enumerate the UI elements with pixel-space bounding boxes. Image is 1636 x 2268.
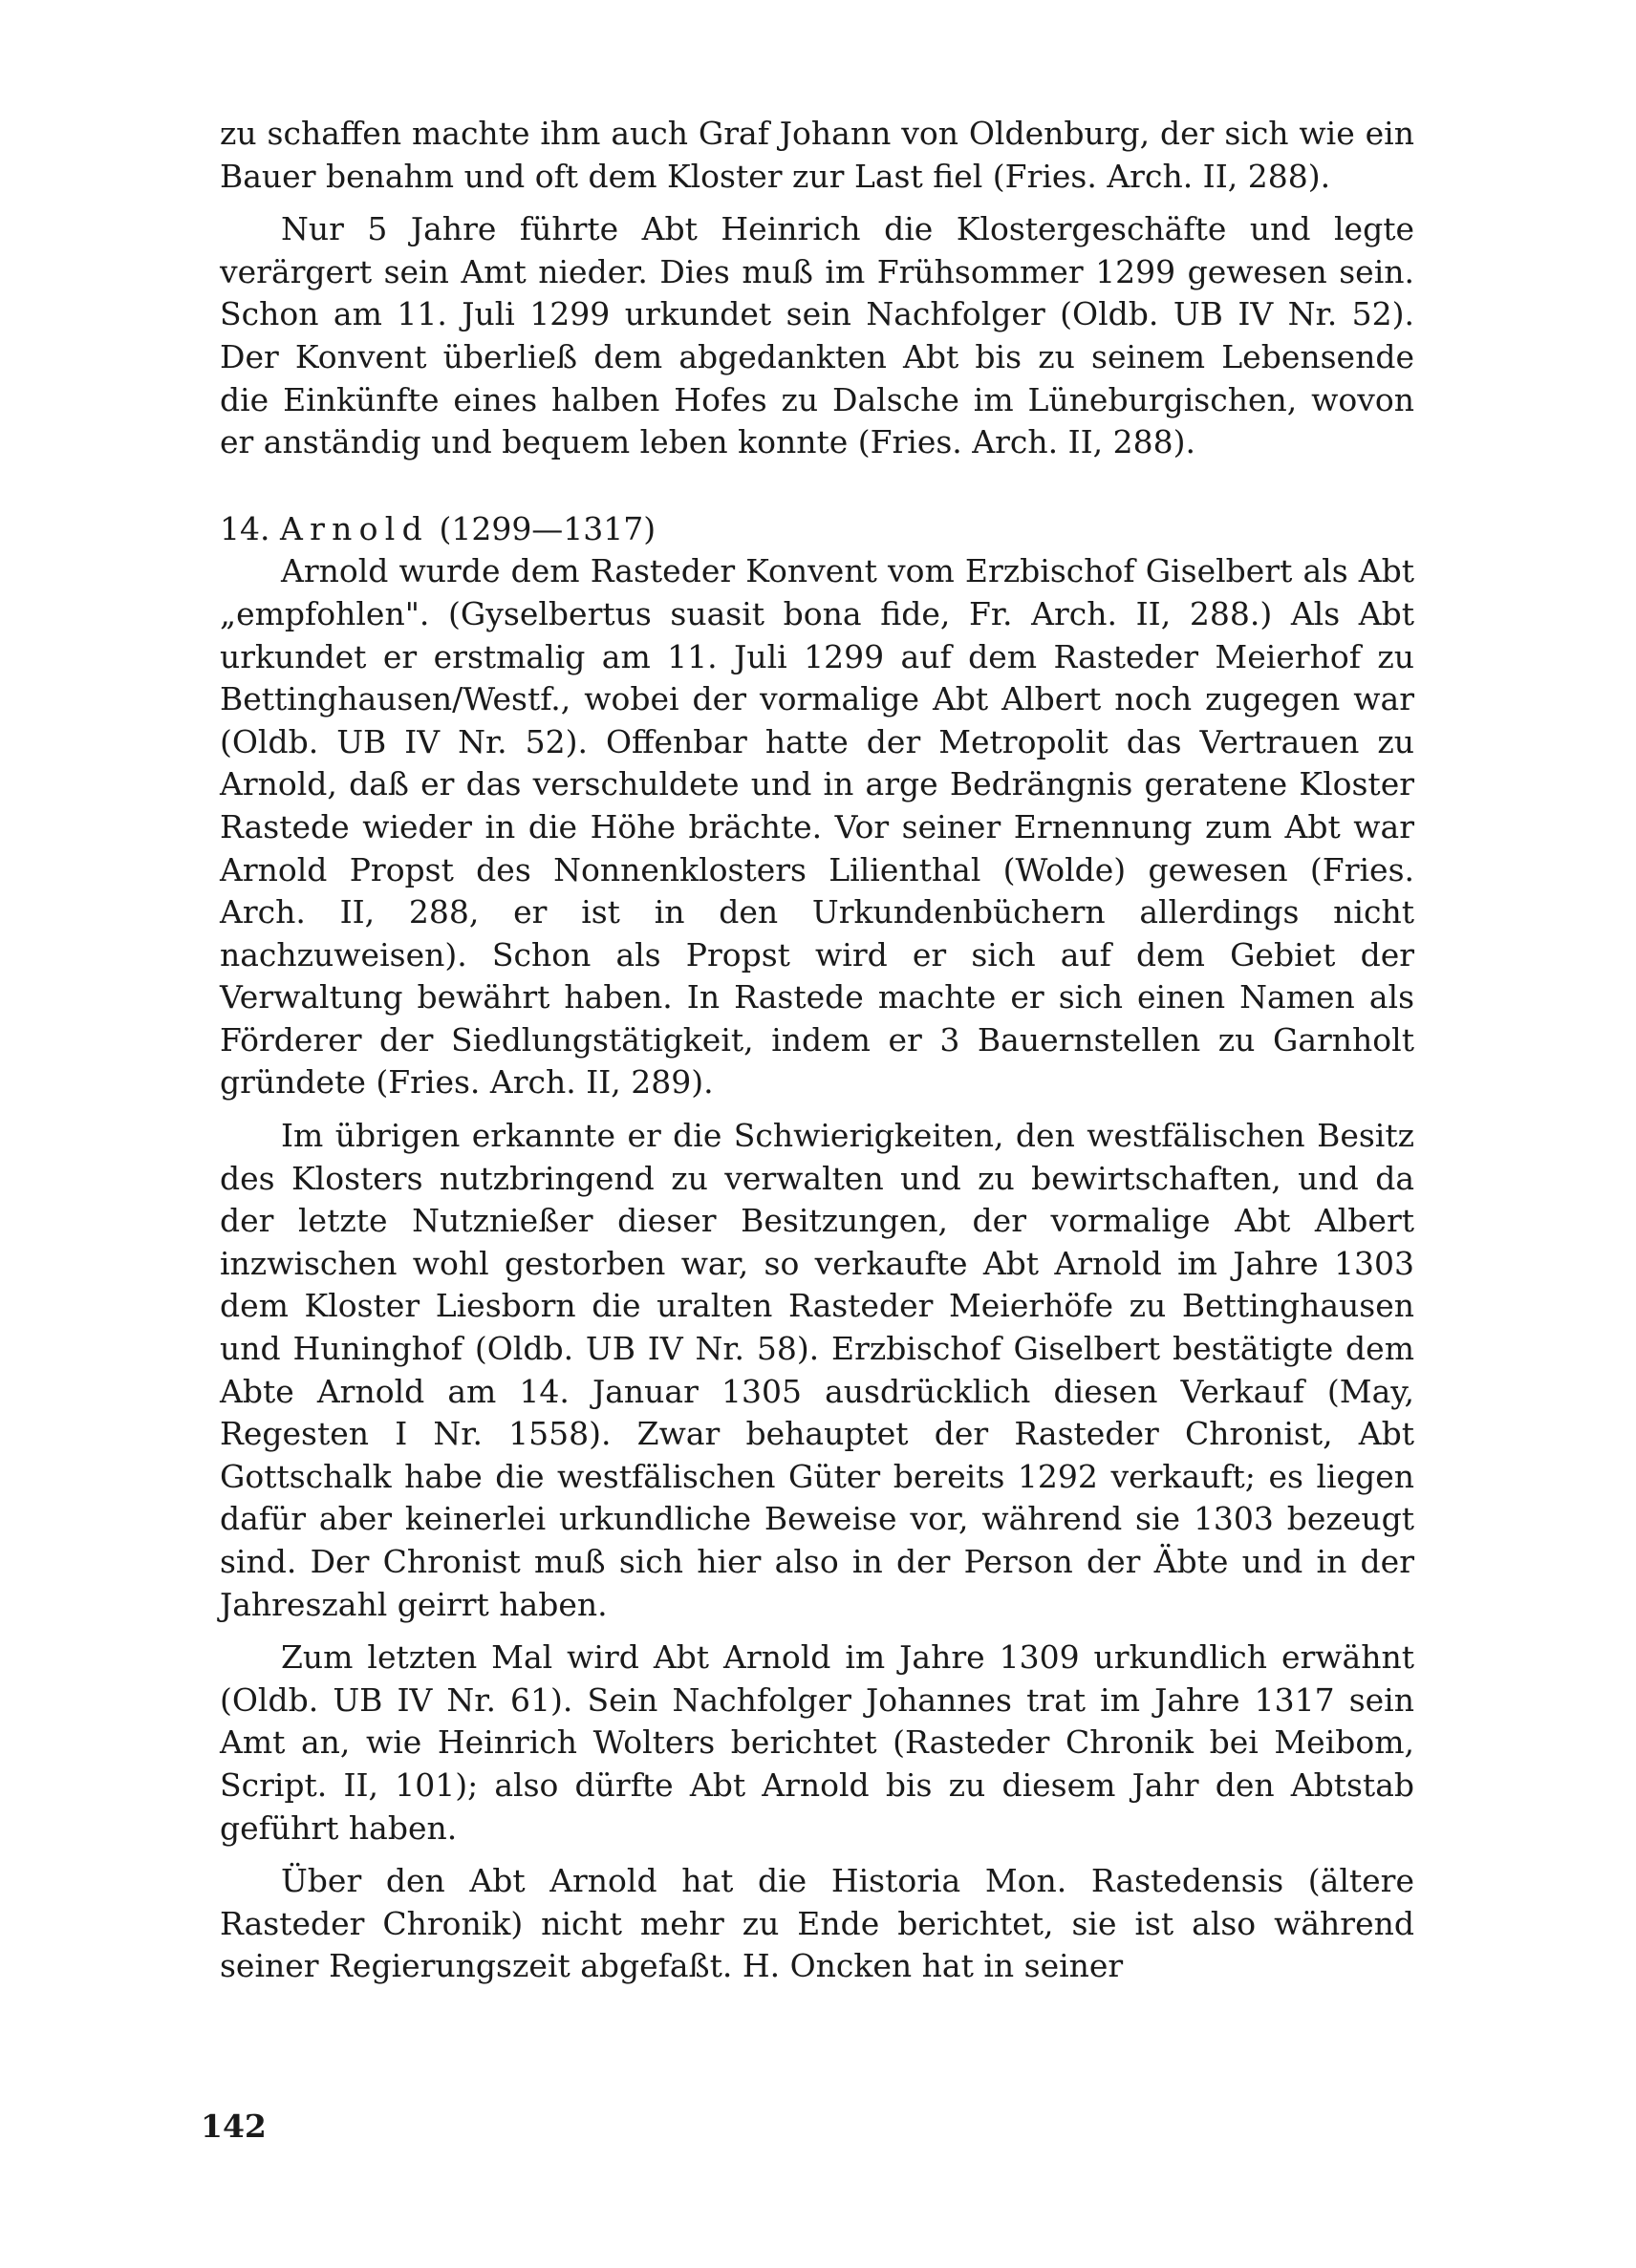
paragraph-abt-heinrich: Nur 5 Jahre führte Abt Heinrich die Klostergeschäfte und legte verärgert sein Amt nieder. Dies muß im Frühsommer 1299 gewesen sein. Schon am 11. Juli 1299 urkundet sein Nachfolger (Oldb. UB IV Nr. 52). Der Konvent überließ dem abgedankten Abt bis zu seinem Lebensende die Einkünfte eines halben Hofes zu Dalsche im Lüneburgischen, wovon er anständig und bequem leben konnte (Fries. Arch. II, 288). bbox=[220, 210, 1414, 461]
paragraph-arnold-2: Im übrigen erkannte er die Schwierigkeiten, den westfälischen Besitz des Klosters nutzbringend zu verwalten und zu bewirtschaften, und da der letzte Nutznießer dieser Besitzungen, der vormalige Abt Albert inzwischen wohl gestorben war, so verkaufte Abt Arnold im Jahre 1303 dem Kloster Liesborn die uralten Rasteder Meierhöfe zu Bettinghausen und Huninghof (Oldb. UB IV Nr. 58). Erzbischof Giselbert bestätigte dem Abte Arnold am 14. Januar 1305 ausdrücklich diesen Verkauf (May, Regesten I Nr. 1558). Zwar behauptet der Rasteder Chronist, Abt Gottschalk habe die westfälischen Güter bereits 1292 verkauft; es liegen dafür aber keinerlei urkundliche Beweise vor, während sie 1303 bezeugt sind. Der Chronist muß sich hier also in der Person der Äbte und in der Jahreszahl geirrt haben. bbox=[220, 1117, 1414, 1623]
body-text bbox=[220, 113, 1414, 1999]
paragraph-continuation: zu schaffen machte ihm auch Graf Johann von Oldenburg, der sich wie ein Bauer benahm und oft dem Kloster zur Last fiel (Fries. Arch. II, 288). bbox=[220, 115, 1414, 195]
section-heading-arnold bbox=[220, 508, 1414, 551]
section-years: (1299—1317) bbox=[439, 509, 657, 547]
paragraph-arnold-1: Arnold wurde dem Rasteder Konvent vom Erzbischof Giselbert als Abt „empfohlen". (Gyselbertus suasit bona fide, Fr. Arch. II, 288.) Als Abt urkundet er erstmalig am 11. Juli 1299 auf dem Rasteder Meierhof zu Bettinghausen/Westf., wobei der vormalige Abt Albert noch zugegen war (Oldb. UB IV Nr. 52). Offenbar hatte der Metropolit das Vertrauen zu Arnold, daß er das verschuldete und in arge Bedrängnis geratene Kloster Rastede wieder in die Höhe brächte. Vor seiner Ernennung zum Abt war Arnold Propst des Nonnenklosters Lilienthal (Wolde) gewesen (Fries. Arch. II, 288, er ist in den Urkundenbüchern allerdings nicht nachzuweisen). Schon als Propst wird er sich auf dem Gebiet der Verwaltung bewährt haben. In Rastede machte er sich einen Namen als Förderer der Siedlungstätigkeit, indem er 3 Bauernstellen zu Garnholt gründete (Fries. Arch. II, 289). bbox=[220, 552, 1414, 1102]
section-name: Arnold bbox=[279, 509, 429, 547]
page-number: 142 bbox=[201, 2108, 267, 2145]
paragraph-arnold-4: Über den Abt Arnold hat die Historia Mon. Rastedensis (ältere Rasteder Chronik) nicht mehr zu Ende berichtet, sie ist also während seiner Regierungszeit abgefaßt. H. Oncken hat in seiner bbox=[220, 1862, 1414, 1985]
paragraph-arnold-3: Zum letzten Mal wird Abt Arnold im Jahre 1309 urkundlich erwähnt (Oldb. UB IV Nr. 61). Sein Nachfolger Johannes trat im Jahre 1317 sein Amt an, wie Heinrich Wolters berichtet (Rasteder Chronik bei Meibom, Script. II, 101); also dürfte Abt Arnold bis zu diesem Jahr den Abtstab geführt haben. bbox=[220, 1638, 1414, 1847]
section-number: 14. bbox=[220, 509, 270, 547]
